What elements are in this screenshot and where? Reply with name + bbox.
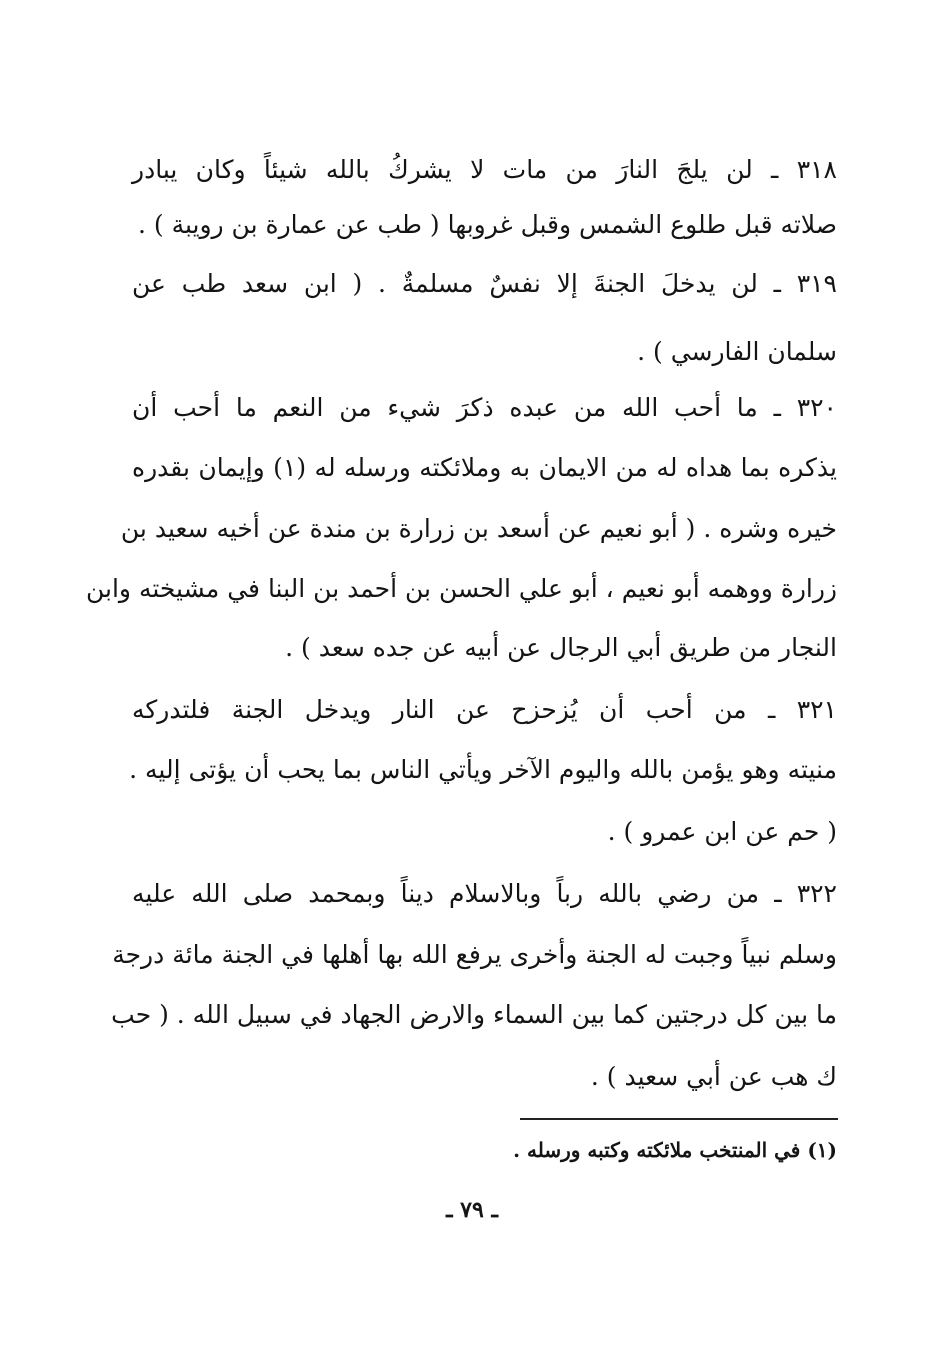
page-number: ـ ٧٩ ـ	[446, 1197, 498, 1223]
hadith-322-line-4: ك هب عن أبي سعيد ) .	[590, 1062, 837, 1091]
hadith-320-line-4: زرارة ووهمه أبو نعيم ، أبو علي الحسن بن أحمد بن البنا في مشيخته وابن	[85, 574, 837, 603]
hadith-321-line-2: منيته وهو يؤمن بالله واليوم الآخر ويأتي الناس بما يحب أن يؤتى إليه .	[129, 755, 837, 784]
hadith-321-line-3: ( حم عن ابن عمرو ) .	[607, 817, 837, 846]
hadith-318-line-1: ٣١٨ ـ لن يلجَ النارَ من مات لا يشركُ بالله شيئاً وكان يبادر	[132, 155, 837, 184]
footnote: (١) في المنتخب ملائكته وكتبه ورسله .	[513, 1138, 837, 1162]
hadith-319-line-2: سلمان الفارسي ) .	[637, 337, 837, 366]
hadith-322-line-2: وسلم نبياً وجبت له الجنة وأخرى يرفع الله بها أهلها في الجنة مائة درجة	[112, 940, 837, 969]
hadith-320-line-1: ٣٢٠ ـ ما أحب الله من عبده ذكرَ شيء من النعم ما أحب أن	[132, 393, 837, 422]
footnote-separator	[520, 1118, 838, 1120]
hadith-320-line-2: يذكره بما هداه له من الايمان به وملائكته ورسله له (١) وإيمان بقدره	[132, 453, 837, 482]
hadith-321-line-1: ٣٢١ ـ من أحب أن يُزحزح عن النار ويدخل الجنة فلتدركه	[132, 695, 837, 724]
hadith-322-line-1: ٣٢٢ ـ من رضي بالله رباً وبالاسلام ديناً وبمحمد صلى الله عليه	[132, 879, 837, 908]
hadith-320-line-3: خيره وشره . ( أبو نعيم عن أسعد بن زرارة بن مندة عن أخيه سعيد بن	[120, 514, 837, 543]
hadith-318-line-2: صلاته قبل طلوع الشمس وقبل غروبها ( طب عن عمارة بن رويبة ) .	[137, 210, 837, 239]
hadith-319-line-1: ٣١٩ ـ لن يدخلَ الجنةَ إلا نفسٌ مسلمةٌ . ( ابن سعد طب عن	[132, 269, 837, 298]
hadith-322-line-3: ما بين كل درجتين كما بين السماء والارض الجهاد في سبيل الله . ( حب	[111, 1000, 837, 1029]
hadith-320-line-5: النجار من طريق أبي الرجال عن أبيه عن جده سعد ) .	[285, 633, 837, 662]
